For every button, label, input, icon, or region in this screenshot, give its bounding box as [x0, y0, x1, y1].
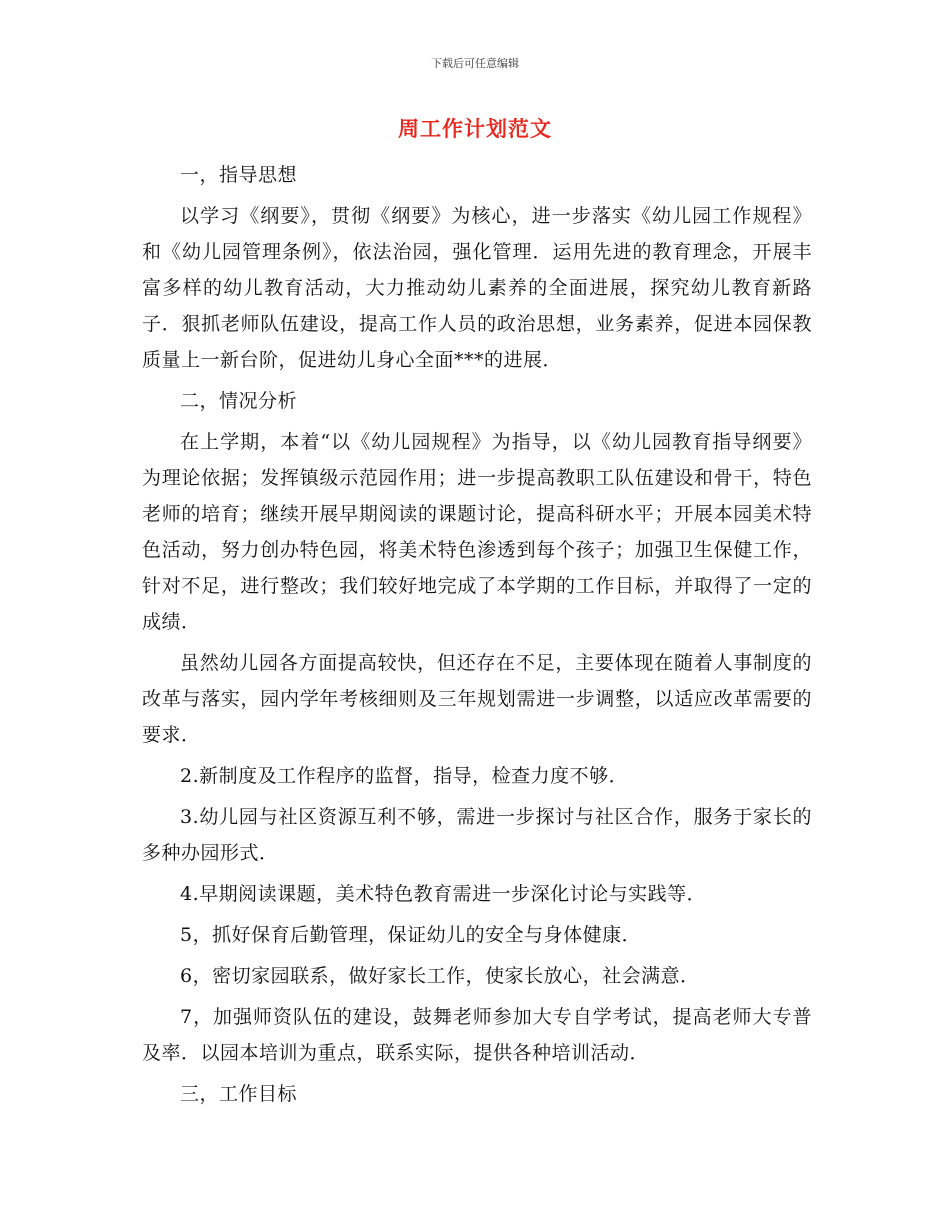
document-body — [142, 157, 812, 1117]
list-item-3: 3.幼儿园与社区资源互利不够，需进一步探讨与社区合作，服务于家长的多种办园形式． — [142, 806, 812, 864]
heading-work-goals: 三，工作目标 — [180, 1083, 298, 1105]
heading-guiding-thought: 一，指导思想 — [180, 164, 298, 186]
document-title: 周工作计划范文 — [398, 117, 552, 141]
paragraph-last-semester: 在上学期，本着“以《幼儿园规程》为指导，以《幼儿园教育指导纲要》为理论依据；发挥镇级示范园作用；进一步提高教职工队伍建设和骨干，特色老师的培育；继续开展早期阅读的课题讨论，提高科研水平；开展本园美术特色活动，努力创办特色园，将美术特色渗透到每个孩子；加强卫生保健工作，针对不足，进行整改；我们较好地完成了本学期的工作目标，并取得了一定的成绩． — [142, 431, 812, 633]
list-item-4: 4.早期阅读课题，美术特色教育需进一步深化讨论与实践等． — [180, 883, 707, 905]
list-item-2: 2.新制度及工作程序的监督，指导，检查力度不够． — [180, 765, 629, 787]
heading-situation-analysis: 二，情况分析 — [180, 390, 298, 412]
list-item-7: 7，加强师资队伍的建设，鼓舞老师参加大专自学考试，提高老师大专普及率．以园本培训为重点，联系实际，提供各种培训活动． — [142, 1006, 812, 1064]
paragraph-shortcomings: 虽然幼儿园各方面提高较快，但还存在不足，主要体现在随着人事制度的改革与落实，园内学年考核细则及三年规划需进一步调整，以适应改革需要的要求． — [142, 652, 812, 746]
page-header-note: 下载后可任意编辑 — [431, 57, 519, 70]
list-item-6: 6，密切家园联系，做好家长工作，使家长放心，社会满意． — [180, 965, 700, 987]
list-item-5: 5，抓好保育后勤管理，保证幼儿的安全与身体健康． — [180, 924, 642, 946]
paragraph-guiding-thought: 以学习《纲要》，贯彻《纲要》为核心，进一步落实《幼儿园工作规程》和《幼儿园管理条例》，依法治园，强化管理．运用先进的教育理念，开展丰富多样的幼儿教育活动，大力推动幼儿素养的全面进展，探究幼儿教育新路子．狠抓老师队伍建设，提高工作人员的政治思想，业务素养，促进本园保教质量上一新台阶，促进幼儿身心全面***的进展． — [142, 205, 812, 371]
